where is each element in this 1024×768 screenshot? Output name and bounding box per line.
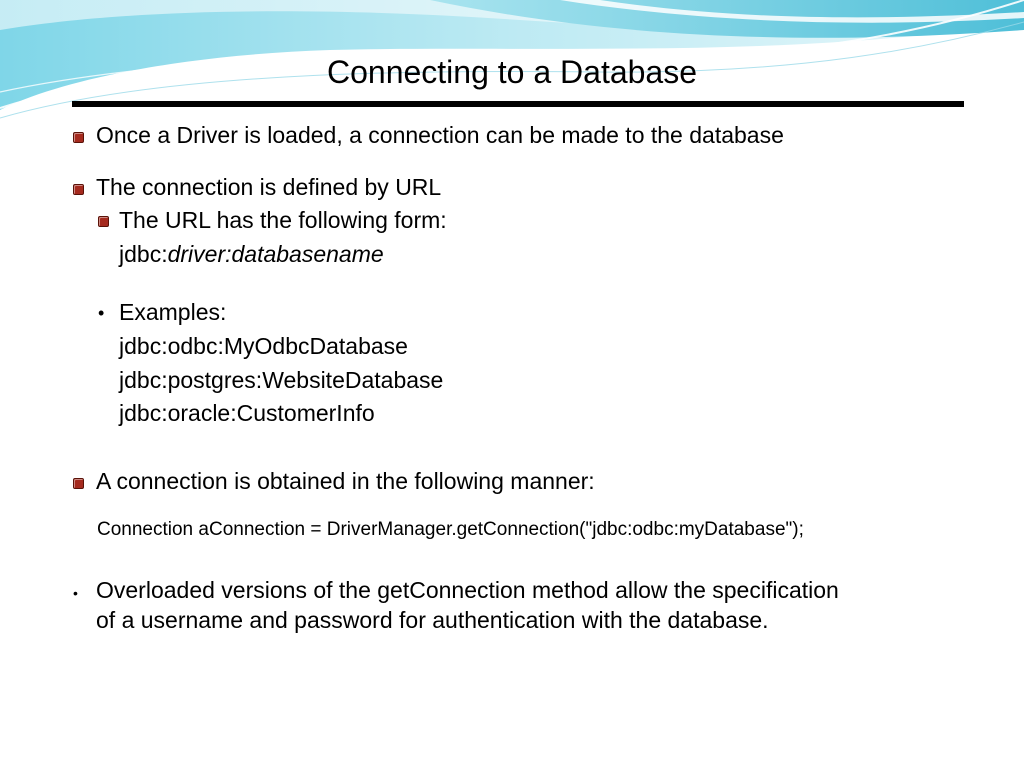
square-bullet-icon xyxy=(73,478,84,489)
dot-bullet-icon: • xyxy=(98,303,105,323)
example-oracle: jdbc:oracle:CustomerInfo xyxy=(119,400,375,426)
title-underline xyxy=(72,101,964,107)
square-bullet-icon xyxy=(73,132,84,143)
sub-bullet-url-form: The URL has the following form: xyxy=(119,207,447,233)
square-bullet-icon xyxy=(98,216,109,227)
square-bullet-icon xyxy=(73,184,84,195)
dot-bullet-icon: • xyxy=(73,585,78,601)
bullet-connection-obtained: A connection is obtained in the following manner: xyxy=(96,468,595,494)
slide-title: Connecting to a Database xyxy=(326,54,698,90)
url-format-italic: driver:databasename xyxy=(167,241,384,267)
bullet-overloaded-line2: of a username and password for authentication with the database. xyxy=(96,607,769,633)
url-format xyxy=(119,240,384,268)
examples-label: Examples: xyxy=(119,299,227,325)
example-odbc: jdbc:odbc:MyOdbcDatabase xyxy=(119,333,408,359)
bullet-connection-url: The connection is defined by URL xyxy=(96,174,442,200)
url-format-prefix: jdbc: xyxy=(119,241,168,267)
bullet-overloaded-line1: Overloaded versions of the getConnection method allow the specification xyxy=(96,577,839,603)
example-postgres: jdbc:postgres:WebsiteDatabase xyxy=(119,367,444,393)
code-get-connection: Connection aConnection = DriverManager.getConnection("jdbc:odbc:myDatabase"); xyxy=(97,519,804,540)
bullet-driver-loaded: Once a Driver is loaded, a connection can be made to the database xyxy=(96,122,784,148)
